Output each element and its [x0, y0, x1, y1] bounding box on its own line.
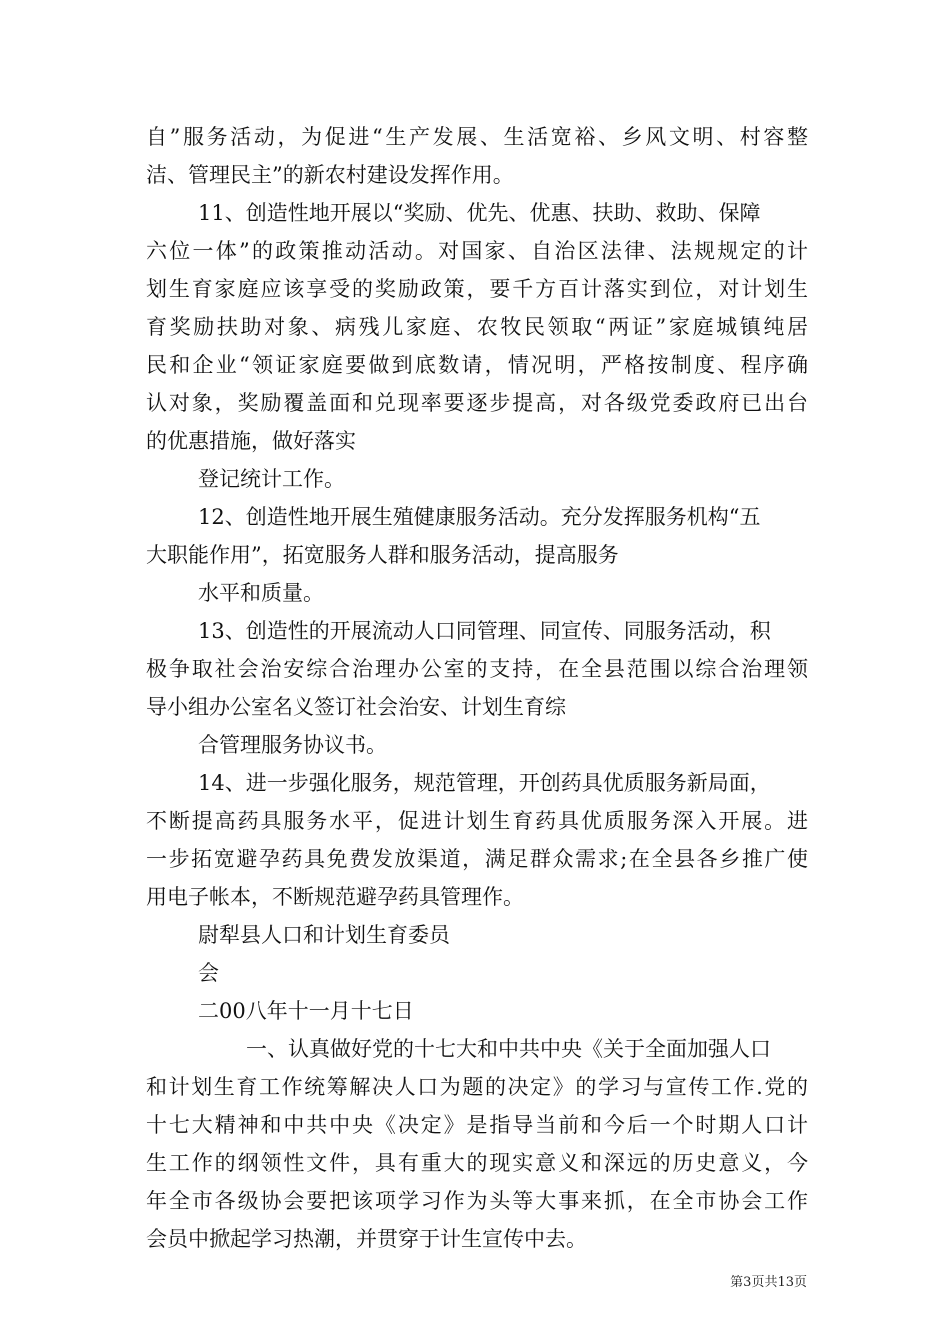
text-line: 会: [198, 961, 219, 985]
text-line: 尉犁县人口和计划生育委员: [198, 923, 450, 947]
text-line: 育奖励扶助对象、病残儿家庭、农牧民领取“两证”家庭城镇纯居: [146, 315, 808, 339]
text-line: 一、认真做好党的十七大和中共中央《关于全面加强人口: [246, 1037, 771, 1061]
text-line: 十七大精神和中共中央《决定》是指导当前和今后一个时期人口计: [146, 1113, 808, 1137]
text-line: 生工作的纲领性文件，具有重大的现实意义和深远的历史意义，今: [146, 1151, 808, 1175]
text-line: 水平和质量。: [198, 581, 324, 605]
text-line: 不断提高药具服务水平，促进计划生育药具优质服务深入开展。进: [146, 809, 808, 833]
text-line: 一步拓宽避孕药具免费发放渠道，满足群众需求;在全县各乡推广使: [146, 847, 808, 871]
text-line: 大职能作用”，拓宽服务人群和服务活动，提高服务: [146, 543, 619, 567]
text-line: 合管理服务协议书。: [198, 733, 387, 757]
text-line: 自”服务活动，为促进“生产发展、生活宽裕、乡风文明、村容整: [146, 125, 808, 149]
document-body: [146, 118, 816, 1258]
text-line: 认对象，奖励覆盖面和兑现率要逐步提高，对各级党委政府已出台: [146, 391, 808, 415]
text-line: 六位一体”的政策推动活动。对国家、自治区法律、法规规定的计: [146, 239, 808, 263]
text-line: 14、进一步强化服务，规范管理，开创药具优质服务新局面，: [198, 771, 771, 795]
page-number-footer: 第3页共13页: [730, 1275, 807, 1290]
text-line: 13、创造性的开展流动人口同管理、同宣传、同服务活动，积: [198, 619, 771, 643]
text-line: 划生育家庭应该享受的奖励政策，要千方百计落实到位，对计划生: [146, 277, 808, 301]
text-line: 的优惠措施，做好落实: [146, 429, 356, 453]
text-line: 12、创造性地开展生殖健康服务活动。充分发挥服务机构“五: [198, 505, 761, 529]
text-line: 会员中掀起学习热潮，并贯穿于计生宣传中去。: [146, 1227, 587, 1251]
text-line: 用电子帐本，不断规范避孕药具管理作。: [146, 885, 524, 909]
text-line: 登记统计工作。: [198, 467, 345, 491]
text-line: 年全市各级协会要把该项学习作为头等大事来抓，在全市协会工作: [146, 1189, 808, 1213]
text-line: 11、创造性地开展以“奖励、优先、优惠、扶助、救助、保障: [198, 201, 761, 225]
text-line: 民和企业“领证家庭要做到底数请，情况明，严格按制度、程序确: [146, 353, 808, 377]
text-line: 导小组办公室名义签订社会治安、计划生育综: [146, 695, 566, 719]
text-line: 洁、管理民主”的新农村建设发挥作用。: [146, 163, 514, 187]
text-line: 和计划生育工作统筹解决人口为题的决定》的学习与宣传工作.党的: [146, 1075, 808, 1099]
text-line: 二00八年十一月十七日: [198, 999, 414, 1023]
text-line: 极争取社会治安综合治理办公室的支持，在全县范围以综合治理领: [146, 657, 808, 681]
